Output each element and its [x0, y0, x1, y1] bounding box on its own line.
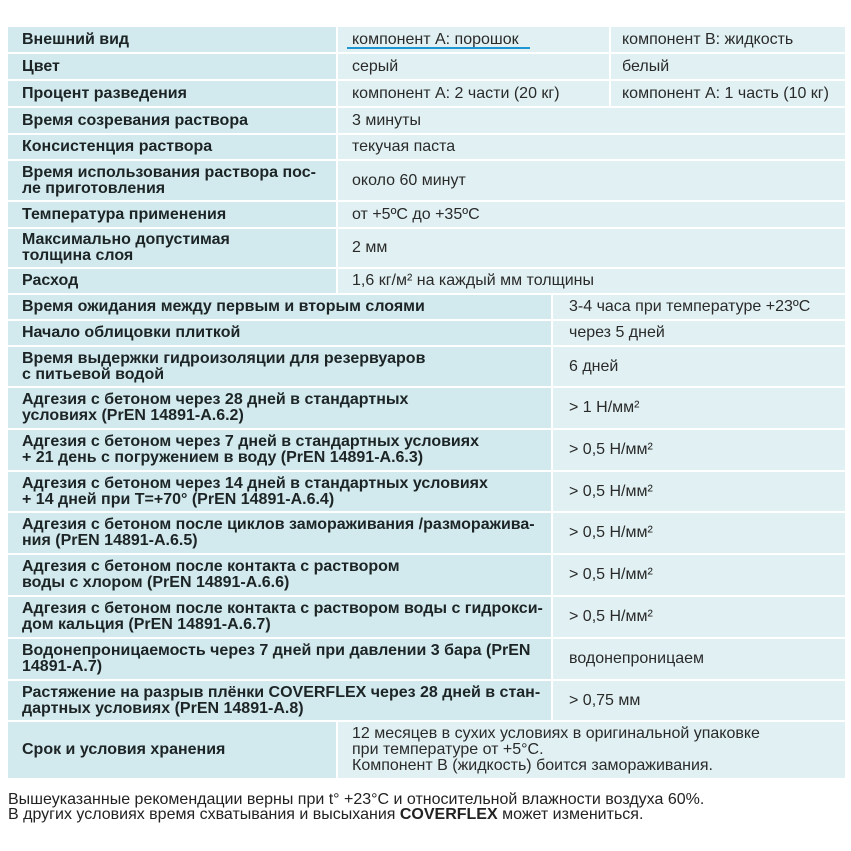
spec-label — [8, 269, 336, 293]
spec-label — [8, 295, 551, 319]
spec-value-text: > 0,75 мм — [569, 691, 641, 709]
spec-label — [8, 555, 551, 595]
spec-value-component-a — [338, 81, 609, 106]
component-a-link[interactable]: компонент А: порошок — [352, 30, 519, 48]
spec-label — [8, 513, 551, 553]
spec-value — [553, 321, 845, 345]
spec-value — [338, 229, 845, 267]
row-potable-tank-cure — [8, 347, 845, 386]
spec-label-text: Растяжение на разрыв плёнки COVERFLEX через 28 дней в стан- — [22, 683, 541, 701]
spec-label-text: 14891-A.7) — [22, 658, 103, 675]
spec-label-text: дом кальция (PrEN 14891-A.6.7) — [22, 616, 271, 633]
spec-label-text: Адгезия с бетоном через 7 дней в стандартных условиях — [22, 433, 479, 450]
spec-label — [8, 108, 336, 133]
specifications-table — [8, 27, 845, 778]
spec-value-text: 12 месяцев в сухих условиях в оригинальной упаковке — [352, 725, 760, 742]
footnote — [8, 792, 704, 822]
spec-label-text: Максимально допустимая — [22, 231, 230, 248]
spec-value-text: около 60 минут — [352, 171, 466, 189]
spec-label-text: Время ожидания между первым и вторым слоями — [22, 298, 425, 315]
spec-value-text: > 1 Н/мм² — [569, 399, 640, 416]
footnote-line-2 — [8, 807, 704, 822]
row-pot-life — [8, 161, 845, 200]
spec-value-text: Компонент В (жидкость) боится замораживания. — [352, 757, 713, 774]
spec-label-text: Температура применения — [22, 205, 227, 223]
spec-label — [8, 597, 551, 637]
row-adhesion-freeze-thaw — [8, 513, 845, 553]
spec-label-text: дартных условиях (PrEN 14891-A.8) — [22, 699, 304, 717]
spec-label-text: с питьевой водой — [22, 365, 165, 383]
spec-label-text: Расход — [22, 272, 79, 289]
spec-value-text: 2 мм — [352, 239, 388, 256]
row-mixing-ratio — [8, 81, 845, 106]
spec-label — [8, 681, 551, 720]
footnote-line-2-text: В других условиях время схватывания и высыхания — [8, 806, 400, 823]
row-consistency — [8, 135, 845, 159]
spec-value-text: текучая паста — [352, 138, 456, 155]
spec-value — [553, 347, 845, 386]
spec-label — [8, 430, 551, 470]
spec-value — [338, 269, 845, 293]
spec-label — [8, 347, 551, 386]
row-color — [8, 54, 845, 79]
spec-value-text: серый — [352, 57, 399, 75]
spec-value-text: компонент В: жидкость — [622, 30, 794, 48]
spec-value-text: компонент А: 1 часть (10 кг) — [622, 84, 829, 102]
spec-value — [553, 639, 845, 679]
row-consumption — [8, 269, 845, 293]
spec-label — [8, 639, 551, 679]
spec-label-text: + 21 день с погружением в воду (PrEN 14891-A.6.3) — [22, 449, 424, 466]
spec-value-text: > 0,5 Н/мм² — [569, 524, 653, 541]
spec-label — [8, 202, 336, 227]
spec-label-text: ния (PrEN 14891-A.6.5) — [22, 532, 198, 549]
spec-label-text: ле приготовления — [22, 179, 166, 197]
row-tiling-start — [8, 321, 845, 345]
row-adhesion-chlorine-water — [8, 555, 845, 595]
spec-label — [8, 161, 336, 200]
spec-value — [553, 295, 845, 319]
spec-value — [553, 388, 845, 428]
footnote-line-1: Вышеуказанные рекомендации верны при t° +23°C и относительной влажности воздуха 60%. — [8, 791, 705, 808]
spec-value-text: компонент А: 2 части (20 кг) — [352, 84, 560, 102]
spec-value — [338, 722, 845, 778]
spec-value-text: водонепроницаем — [569, 650, 705, 667]
spec-label-text: Адгезия с бетоном после циклов замораживания /разморажива- — [22, 516, 535, 533]
spec-label-text: Время использования раствора пос- — [22, 163, 316, 181]
spec-label — [8, 81, 336, 106]
spec-label — [8, 229, 336, 267]
spec-label — [8, 321, 551, 345]
spec-label — [8, 722, 336, 778]
spec-label-text: Время созревания раствора — [22, 111, 248, 129]
spec-value-text: 3 минуты — [352, 111, 421, 129]
spec-value-text: 1,6 кг/м² на каждый мм толщины — [352, 272, 595, 289]
row-adhesion-heat — [8, 472, 845, 511]
footnote-line-2-end: может измениться. — [497, 806, 644, 823]
spec-label-text: Адгезия с бетоном через 14 дней в стандартных условиях — [22, 474, 488, 492]
spec-label — [8, 27, 336, 52]
spec-value-text: при температуре от +5°C. — [352, 741, 544, 758]
row-storage — [8, 722, 845, 778]
spec-label-text: Время выдержки гидроизоляции для резервуаров — [22, 349, 426, 367]
spec-label — [8, 388, 551, 428]
row-application-temperature — [8, 202, 845, 227]
row-appearance — [8, 27, 845, 52]
spec-label-text: воды с хлором (PrEN 14891-A.6.6) — [22, 574, 290, 591]
spec-label-text: толщина слоя — [22, 247, 134, 264]
spec-label-text: Начало облицовки плиткой — [22, 324, 241, 341]
spec-value-text: > 0,5 Н/мм² — [569, 482, 653, 500]
spec-label-text: Водонепроницаемость через 7 дней при давлении 3 бара (PrEN — [22, 642, 531, 659]
spec-value-text: 3-4 часа при температуре +23ºC — [569, 298, 811, 315]
spec-value — [553, 472, 845, 511]
spec-value-component-b — [611, 54, 845, 79]
spec-value — [553, 681, 845, 720]
spec-label — [8, 54, 336, 79]
row-interlayer-wait — [8, 295, 845, 319]
spec-value — [338, 135, 845, 159]
spec-label-text: + 14 дней при T=+70° (PrEN 14891-A.6.4) — [22, 490, 335, 508]
spec-value-component-a — [338, 54, 609, 79]
spec-value-text: > 0,5 Н/мм² — [569, 608, 653, 625]
spec-value — [338, 108, 845, 133]
row-waterproofness — [8, 639, 845, 679]
spec-label-text: Срок и условия хранения — [22, 741, 226, 758]
spec-value-text: > 0,5 Н/мм² — [569, 566, 653, 583]
spec-label-text: Внешний вид — [22, 30, 130, 48]
spec-value-component-b — [611, 27, 845, 52]
spec-label-text: Адгезия с бетоном после контакта с раствором воды с гидрокси- — [22, 600, 543, 617]
spec-value — [553, 430, 845, 470]
spec-value-component-b — [611, 81, 845, 106]
row-max-layer-thickness — [8, 229, 845, 267]
spec-value — [553, 555, 845, 595]
spec-value — [338, 202, 845, 227]
spec-label — [8, 472, 551, 511]
spec-value-text: от +5ºC до +35ºC — [352, 205, 480, 223]
brand-name: COVERFLEX — [399, 806, 498, 823]
spec-label-text: Процент разведения — [22, 84, 187, 102]
spec-label-text: Цвет — [22, 57, 60, 75]
spec-label — [8, 135, 336, 159]
spec-value-text: > 0,5 Н/мм² — [569, 441, 653, 458]
spec-label-text: условиях (PrEN 14891-A.6.2) — [22, 407, 244, 424]
spec-label-text: Адгезия с бетоном после контакта с раствором — [22, 558, 400, 575]
link-underline — [347, 47, 530, 49]
row-adhesion-water-immersion — [8, 430, 845, 470]
spec-label-text: Консистенция раствора — [22, 138, 213, 155]
row-maturation-time — [8, 108, 845, 133]
spec-value — [553, 597, 845, 637]
spec-label-text: Адгезия с бетоном через 28 дней в стандартных — [22, 391, 409, 408]
row-adhesion-lime-water — [8, 597, 845, 637]
spec-value — [553, 513, 845, 553]
spec-value-text: белый — [622, 57, 670, 75]
spec-value-text: через 5 дней — [569, 324, 665, 341]
row-adhesion-28d — [8, 388, 845, 428]
spec-value-text: 6 дней — [569, 357, 619, 375]
spec-value — [338, 161, 845, 200]
spec-value-component-a — [338, 27, 609, 52]
row-crack-bridging — [8, 681, 845, 720]
